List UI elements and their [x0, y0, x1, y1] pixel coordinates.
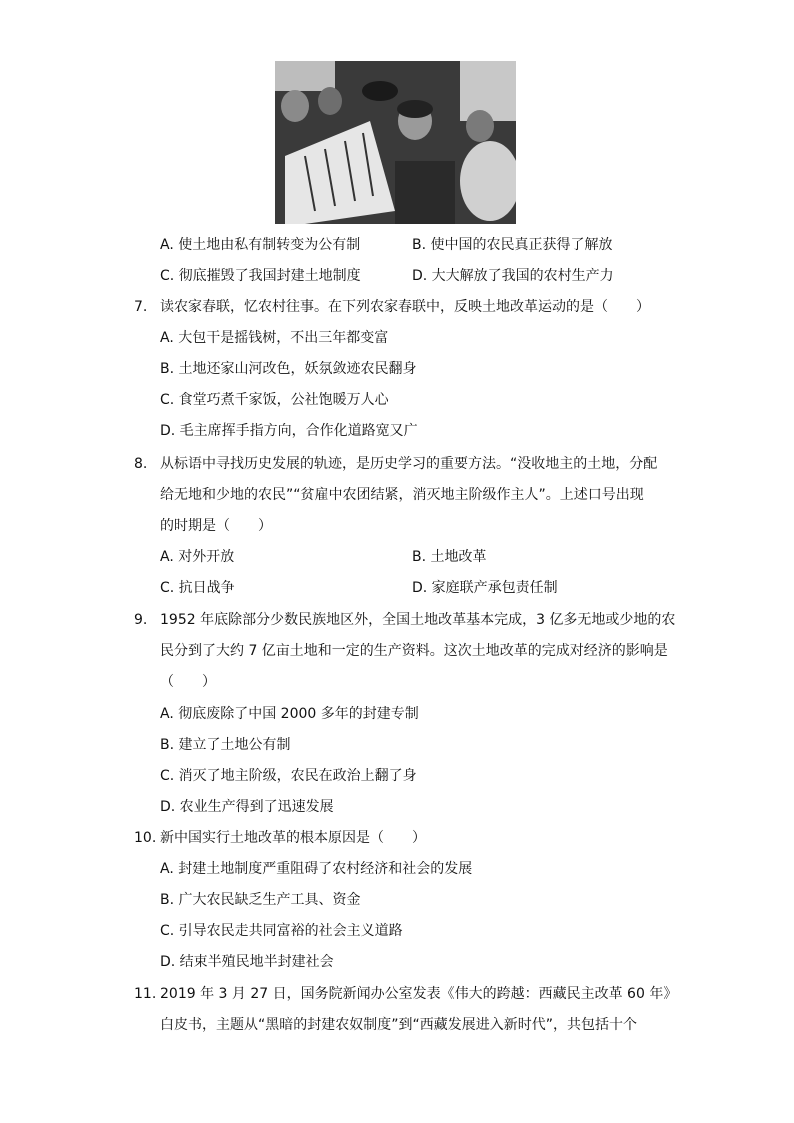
photo-illustration: [275, 61, 516, 224]
option-d: D. 毛主席挥手指方向，合作化道路宽又广: [160, 423, 418, 439]
option-a: A. 彻底废除了中国 2000 多年的封建专制: [160, 706, 419, 722]
option-b: B. 土地还家山河改色，妖氛敛迹农民翻身: [160, 361, 417, 377]
question-stem: 1952 年底除部分少数民族地区外，全国土地改革基本完成，3 亿多无地或少地的农: [160, 612, 676, 628]
option-c: C. 抗日战争: [160, 580, 235, 596]
option-d: D. 农业生产得到了迅速发展: [160, 799, 334, 815]
option-b: B. 使中国的农民真正获得了解放: [412, 237, 613, 253]
question-number: 10.: [134, 830, 157, 846]
option-b: B. 土地改革: [412, 549, 487, 565]
question-stem: 新中国实行土地改革的根本原因是（ ）: [160, 830, 426, 846]
question-stem: 民分到了大约 7 亿亩土地和一定的生产资料。这次土地改革的完成对经济的影响是: [160, 643, 668, 659]
option-a: A. 使土地由私有制转变为公有制: [160, 237, 361, 253]
option-d: D. 大大解放了我国的农村生产力: [412, 268, 614, 284]
question-stem: 给无地和少地的农民”“贫雇中农团结紧，消灭地主阶级作主人”。上述口号出现: [160, 487, 644, 503]
option-d: D. 结束半殖民地半封建社会: [160, 954, 334, 970]
question-number: 9.: [134, 612, 148, 628]
option-c: C. 食堂巧煮千家饭，公社饱暖万人心: [160, 392, 389, 408]
question-stem: 2019 年 3 月 27 日，国务院新闻办公室发表《伟大的跨越：西藏民主改革 60 年》: [160, 986, 678, 1002]
option-a: A. 封建土地制度严重阻碍了农村经济和社会的发展: [160, 861, 473, 877]
question-number: 11.: [134, 986, 157, 1002]
question-stem: （ ）: [160, 674, 216, 690]
question-stem: 读农家春联，忆农村往事。在下列农家春联中，反映土地改革运动的是（ ）: [160, 299, 650, 315]
option-c: C. 引导农民走共同富裕的社会主义道路: [160, 923, 403, 939]
option-a: A. 大包干是摇钱树，不出三年都变富: [160, 330, 389, 346]
option-d: D. 家庭联产承包责任制: [412, 580, 558, 596]
option-c: C. 消灭了地主阶级，农民在政治上翻了身: [160, 768, 417, 784]
question-number: 8.: [134, 456, 148, 472]
historical-photo: [275, 61, 516, 224]
option-a: A. 对外开放: [160, 549, 235, 565]
option-b: B. 建立了土地公有制: [160, 737, 291, 753]
question-stem: 从标语中寻找历史发展的轨迹，是历史学习的重要方法。“没收地主的土地，分配: [160, 456, 658, 472]
option-c: C. 彻底摧毁了我国封建土地制度: [160, 268, 361, 284]
question-stem: 的时期是（ ）: [160, 518, 272, 534]
question-number: 7.: [134, 299, 148, 315]
question-stem: 白皮书，主题从“黑暗的封建农奴制度”到“西藏发展进入新时代”，共包括十个: [160, 1017, 638, 1033]
option-b: B. 广大农民缺乏生产工具、资金: [160, 892, 361, 908]
